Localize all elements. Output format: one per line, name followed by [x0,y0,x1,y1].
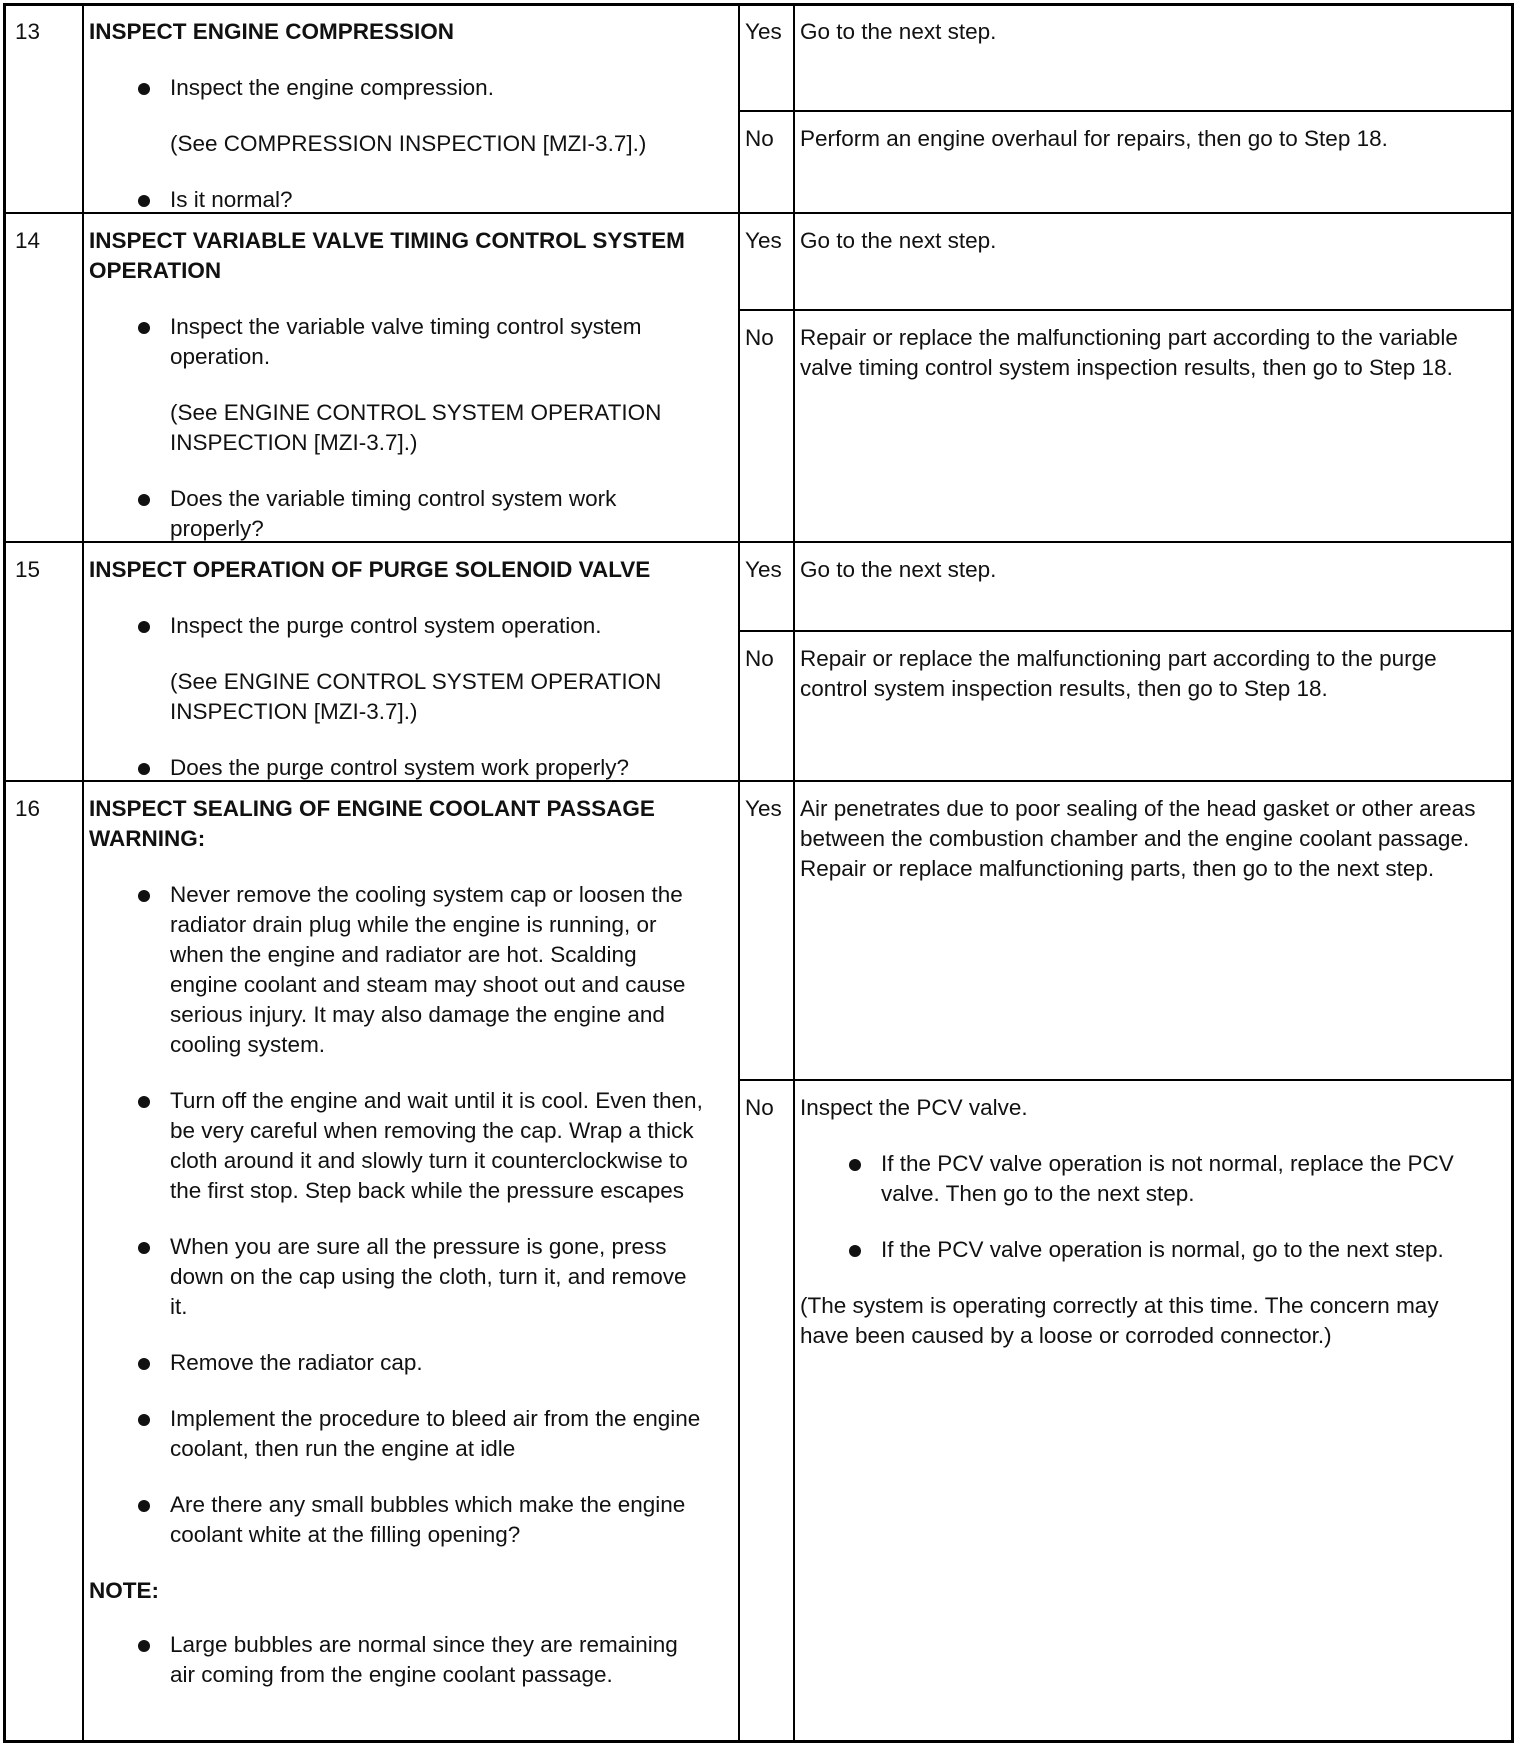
instruction-item: Inspect the engine compression. (See COMPRESSION INSPECTION [MZI-3.7].) [89,73,734,159]
step-number: 14 [15,228,41,253]
no-label: No [745,126,774,151]
no-item: If the PCV valve operation is not normal, replace the PCV valve. Then go to the next step. [800,1149,1504,1209]
no-intro: Inspect the PCV valve. [800,1095,1028,1120]
no-result: Perform an engine overhaul for repairs, then go to Step 18. [800,126,1388,151]
no-label: No [745,1095,774,1120]
yes-result: Go to the next step. [800,19,997,44]
instruction-item: Implement the procedure to bleed air from the engine coolant, then run the engine at idle [89,1404,714,1464]
step-action [84,5,738,241]
instruction-item: Inspect the purge control system operation. (See ENGINE CONTROL SYSTEM OPERATION INSPECTION [MZI-3.7].) [89,611,734,727]
step-title: INSPECT VARIABLE VALVE TIMING CONTROL SYSTEM OPERATION [89,228,685,283]
no-result: Repair or replace the malfunctioning part according to the purge control system inspection results, then go to Step 18. [800,646,1437,701]
instruction-item: Does the purge control system work properly? [89,753,734,783]
no-conclusion: (The system is operating correctly at this time. The concern may have been caused by a loose or corroded connector.) [800,1293,1439,1348]
step-title: INSPECT SEALING OF ENGINE COOLANT PASSAGE [89,796,655,821]
yes-label: Yes [745,19,782,44]
instruction-item: Never remove the cooling system cap or loosen the radiator drain plug while the engine is running, or when the engine and radiator are hot. Scalding engine coolant and steam may shoot out and cause serious injury. It may also damage the engine and cooling system. [89,880,714,1060]
yes-label: Yes [745,796,782,821]
instruction-item: Turn off the engine and wait until it is cool. Even then, be very careful when removing the cap. Wrap a thick cloth around it and slowly turn it counterclockwise to the first stop. Step back while the pressure escapes [89,1086,714,1206]
yes-label: Yes [745,557,782,582]
yes-result: Air penetrates due to poor sealing of the head gasket or other areas between the combustion chamber and the engine coolant passage. Repair or replace malfunctioning parts, then go to the next step. [800,796,1476,881]
step-title: INSPECT ENGINE COMPRESSION [89,19,455,44]
instruction-item: Is it normal? [89,185,734,215]
no-label: No [745,646,774,671]
instruction-item: Are there any small bubbles which make the engine coolant white at the filling opening? [89,1490,714,1550]
instruction-item: When you are sure all the pressure is gone, press down on the cap using the cloth, turn it, and remove it. [89,1232,714,1322]
step-action [84,782,738,1716]
step-title: INSPECT OPERATION OF PURGE SOLENOID VALVE [89,557,651,582]
reference-text: (See ENGINE CONTROL SYSTEM OPERATION INSPECTION [MZI-3.7].) [170,400,662,455]
no-item: If the PCV valve operation is normal, go to the next step. [800,1235,1504,1265]
reference-text: (See ENGINE CONTROL SYSTEM OPERATION INSPECTION [MZI-3.7].) [170,669,662,724]
yes-result: Go to the next step. [800,557,997,582]
note-item: Large bubbles are normal since they are remaining air coming from the engine coolant passage. [89,1630,694,1690]
step-number: 13 [15,19,41,44]
step-action [84,543,738,809]
no-label: No [745,325,774,350]
instruction-item: Inspect the variable valve timing control system operation. (See ENGINE CONTROL SYSTEM OPERATION INSPECTION [MZI-3.7].) [89,312,708,458]
instruction-item: Remove the radiator cap. [89,1348,714,1378]
step-number: 15 [15,557,41,582]
yes-label: Yes [745,228,782,253]
instruction-item: Does the variable timing control system work properly? [89,484,708,544]
yes-result: Go to the next step. [800,228,997,253]
no-result [795,1081,1512,1351]
col-divider-action [738,5,740,1742]
note-label: NOTE: [89,1578,159,1603]
step-number: 16 [15,796,41,821]
no-result: Repair or replace the malfunctioning part according to the variable valve timing control system inspection results, then go to Step 18. [800,325,1458,380]
step-action [84,214,738,570]
warning-label: WARNING: [89,826,206,851]
reference-text: (See COMPRESSION INSPECTION [MZI-3.7].) [170,131,647,156]
